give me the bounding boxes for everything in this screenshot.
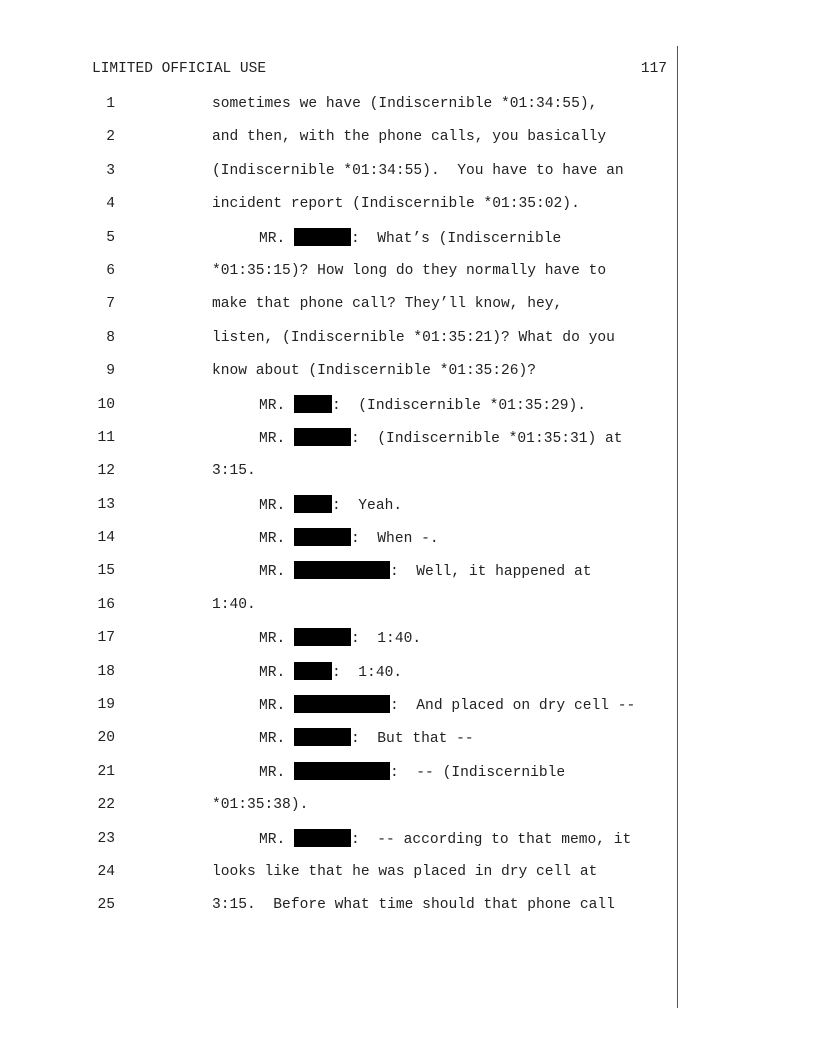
line-number: 10 [97,396,115,413]
line-text [259,495,402,516]
spoken-text: : When -. [351,531,439,548]
transcript-lines [0,93,677,928]
redaction-box [294,662,332,680]
line-number: 18 [97,663,115,680]
line-number: 15 [97,563,115,580]
transcript-line [0,794,677,827]
spoken-text: listen, (Indiscernible *01:35:21)? What do you [212,329,615,346]
transcript-line [0,193,677,226]
transcript-line [0,460,677,493]
line-text [212,361,536,381]
line-text [259,728,474,749]
redaction-box [294,695,390,713]
speaker-label: MR. [259,764,295,781]
transcript-line [0,594,677,627]
speaker-label: MR. [259,698,295,715]
spoken-text: *01:35:38). [212,797,309,814]
line-number: 19 [97,697,115,714]
redaction-box [294,728,351,746]
transcript-line [0,427,677,460]
line-number: 3 [106,162,115,179]
redaction-box [294,762,390,780]
line-text [212,261,606,281]
line-number: 24 [97,863,115,880]
redaction-box [294,528,351,546]
line-number: 2 [106,129,115,146]
spoken-text: looks like that he was placed in dry cell at [212,863,598,880]
transcript-line [0,394,677,427]
spoken-text: : Well, it happened at [390,564,592,581]
line-text [259,428,623,449]
transcript-line [0,494,677,527]
spoken-text: incident report (Indiscernible *01:35:02). [212,196,580,213]
redaction-box [294,561,390,579]
line-text [259,762,565,783]
redaction-box [294,395,332,413]
line-number: 8 [106,329,115,346]
speaker-label: MR. [259,397,295,414]
line-text [259,395,586,416]
line-number: 16 [97,596,115,613]
transcript-line [0,661,677,694]
line-number: 4 [106,196,115,213]
line-number: 13 [97,496,115,513]
spoken-text: : What’s (Indiscernible [351,230,562,247]
spoken-text: 3:15. [212,463,256,480]
transcript-line [0,126,677,159]
spoken-text: : Yeah. [332,497,403,514]
transcript-line [0,761,677,794]
line-number: 5 [106,229,115,246]
line-number: 22 [97,797,115,814]
spoken-text: (Indiscernible *01:34:55). You have to have an [212,162,624,179]
line-text [259,561,591,582]
transcript-line [0,828,677,861]
line-number: 25 [97,897,115,914]
line-text [259,695,635,716]
speaker-label: MR. [259,631,295,648]
speaker-label: MR. [259,564,295,581]
line-text [212,795,308,815]
transcript-line [0,227,677,260]
line-text [212,328,615,348]
right-margin-rule [677,46,678,1008]
line-text [212,595,256,615]
redaction-box [294,228,351,246]
speaker-label: MR. [259,531,295,548]
line-text [212,94,597,114]
transcript-line [0,527,677,560]
spoken-text: *01:35:15)? How long do they normally have to [212,262,607,279]
transcript-line [0,727,677,760]
line-text [259,228,561,249]
speaker-label: MR. [259,831,295,848]
transcript-line [0,627,677,660]
transcript-line [0,560,677,593]
line-text [212,294,562,314]
line-text [259,528,439,549]
line-text [212,862,597,882]
spoken-text: : And placed on dry cell -- [390,698,636,715]
line-text [212,461,256,481]
line-text [212,161,624,181]
spoken-text: 1:40. [212,596,256,613]
line-number: 1 [106,96,115,112]
spoken-text: : But that -- [351,731,474,748]
spoken-text: : -- according to that memo, it [351,831,632,848]
spoken-text: know about (Indiscernible *01:35:26)? [212,363,537,380]
spoken-text: : 1:40. [351,631,422,648]
transcript-line [0,894,677,927]
line-text [259,829,631,850]
spoken-text: 3:15. Before what time should that phone call [212,897,615,914]
spoken-text: and then, with the phone calls, you basically [212,129,607,146]
speaker-label: MR. [259,497,295,514]
line-number: 14 [97,530,115,547]
speaker-label: MR. [259,731,295,748]
transcript-line [0,293,677,326]
transcript-line [0,861,677,894]
spoken-text: make that phone call? They’ll know, hey, [212,296,563,313]
redaction-box [294,495,332,513]
line-text [259,662,402,683]
line-number: 12 [97,463,115,480]
spoken-text: : (Indiscernible *01:35:29). [332,397,587,414]
redaction-box [294,829,351,847]
line-number: 20 [97,730,115,747]
line-text [259,628,421,649]
line-text [212,895,615,915]
spoken-text: : -- (Indiscernible [390,764,566,781]
spoken-text: : 1:40. [332,664,403,681]
line-text [212,194,580,214]
line-number: 9 [106,363,115,380]
line-number: 21 [97,763,115,780]
spoken-text: : (Indiscernible *01:35:31) at [351,430,623,447]
redaction-box [294,428,351,446]
redaction-box [294,628,351,646]
line-text [212,127,606,147]
transcript-line [0,260,677,293]
transcript-line [0,360,677,393]
line-number: 11 [97,429,115,446]
spoken-text: sometimes we have (Indiscernible *01:34:55), [212,96,598,112]
page-number: 117 [640,61,667,77]
speaker-label: MR. [259,230,295,247]
speaker-label: MR. [259,664,295,681]
line-number: 17 [97,630,115,647]
transcript-line [0,327,677,360]
transcript-line [0,93,677,126]
line-number: 7 [106,296,115,313]
speaker-label: MR. [259,430,295,447]
classification-header: LIMITED OFFICIAL USE [92,61,267,77]
transcript-line [0,160,677,193]
transcript-line [0,694,677,727]
line-number: 6 [106,262,115,279]
line-number: 23 [97,830,115,847]
